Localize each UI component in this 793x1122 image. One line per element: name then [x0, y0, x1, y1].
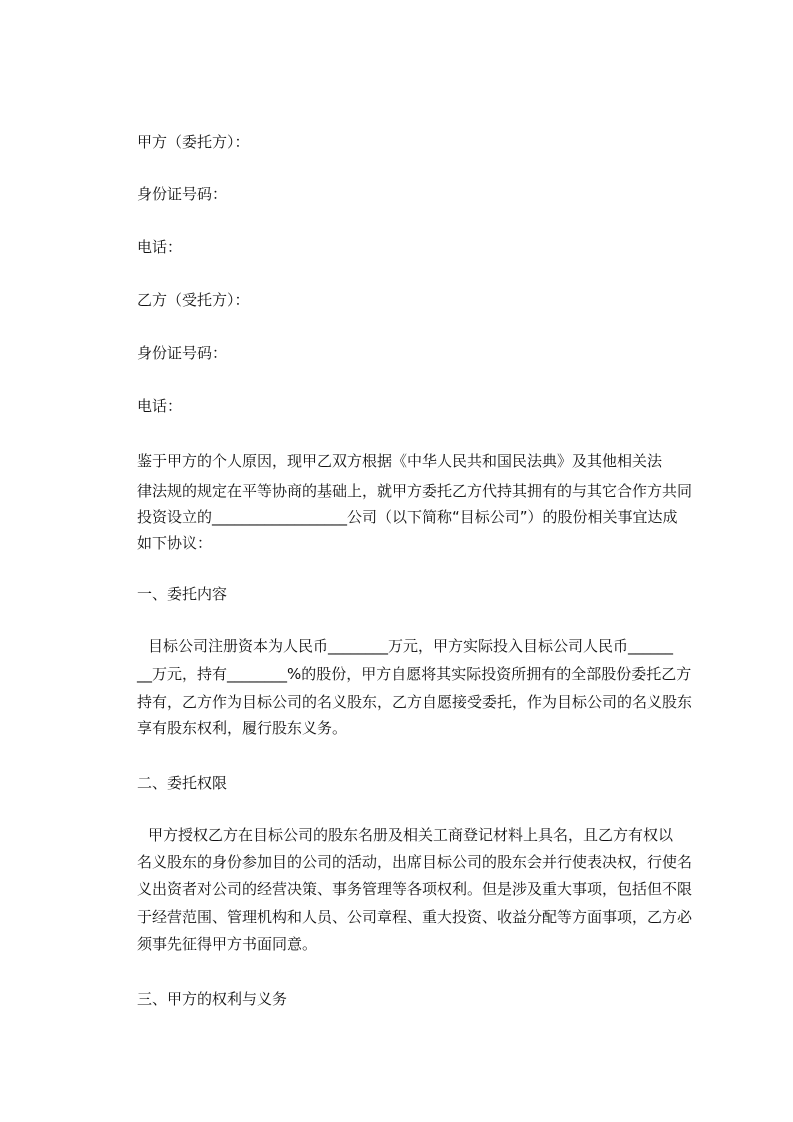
section-title: 三、甲方的权利与义务 — [137, 990, 288, 1008]
section-line: 目标公司注册资本为人民币________万元，甲方实际投入目标公司人民币______ — [148, 637, 674, 655]
section-line: 享有股东权利，履行股东义务。 — [137, 719, 348, 737]
preamble-line: 投资设立的__________________公司（以下简称“目标公司”）的股份相关事宜达成 — [137, 508, 678, 526]
section-line: __万元，持有________%的股份，甲方自愿将其实际投资所拥有的全部股份委托乙方 — [137, 665, 692, 683]
preamble-line: 鉴于甲方的个人原因，现甲乙双方根据《中华人民共和国民法典》及其他相关法 — [137, 452, 663, 470]
section-line: 于经营范围、管理机构和人员、公司章程、重大投资、收益分配等方面事项，乙方必 — [137, 908, 693, 926]
section-title: 二、委托权限 — [137, 774, 228, 792]
section-line: 名义股东的身份参加目的公司的活动，出席目标公司的股东会并行使表决权，行使名 — [137, 853, 693, 871]
party-a-label: 甲方（委托方）： — [137, 133, 250, 151]
party-b-id-label: 身份证号码： — [137, 344, 228, 362]
party-b-label: 乙方（受托方）： — [137, 291, 250, 309]
preamble-line: 如下协议： — [137, 534, 213, 552]
section-line: 义出资者对公司的经营决策、事务管理等各项权利。但是涉及重大事项，包括但不限 — [137, 880, 693, 898]
section-line: 须事先征得甲方书面同意。 — [137, 935, 318, 953]
section-line: 持有，乙方作为目标公司的名义股东，乙方自愿接受委托，作为目标公司的名义股东 — [137, 693, 693, 711]
preamble-line: 律法规的规定在平等协商的基础上，就甲方委托乙方代持其拥有的与其它合作方共同 — [137, 482, 693, 500]
section-line: 甲方授权乙方在目标公司的股东名册及相关工商登记材料上具名，且乙方有权以 — [148, 826, 674, 844]
section-title: 一、委托内容 — [137, 585, 228, 603]
party-b-phone-label: 电话： — [137, 397, 183, 415]
party-a-id-label: 身份证号码： — [137, 185, 228, 203]
party-a-phone-label: 电话： — [137, 238, 183, 256]
